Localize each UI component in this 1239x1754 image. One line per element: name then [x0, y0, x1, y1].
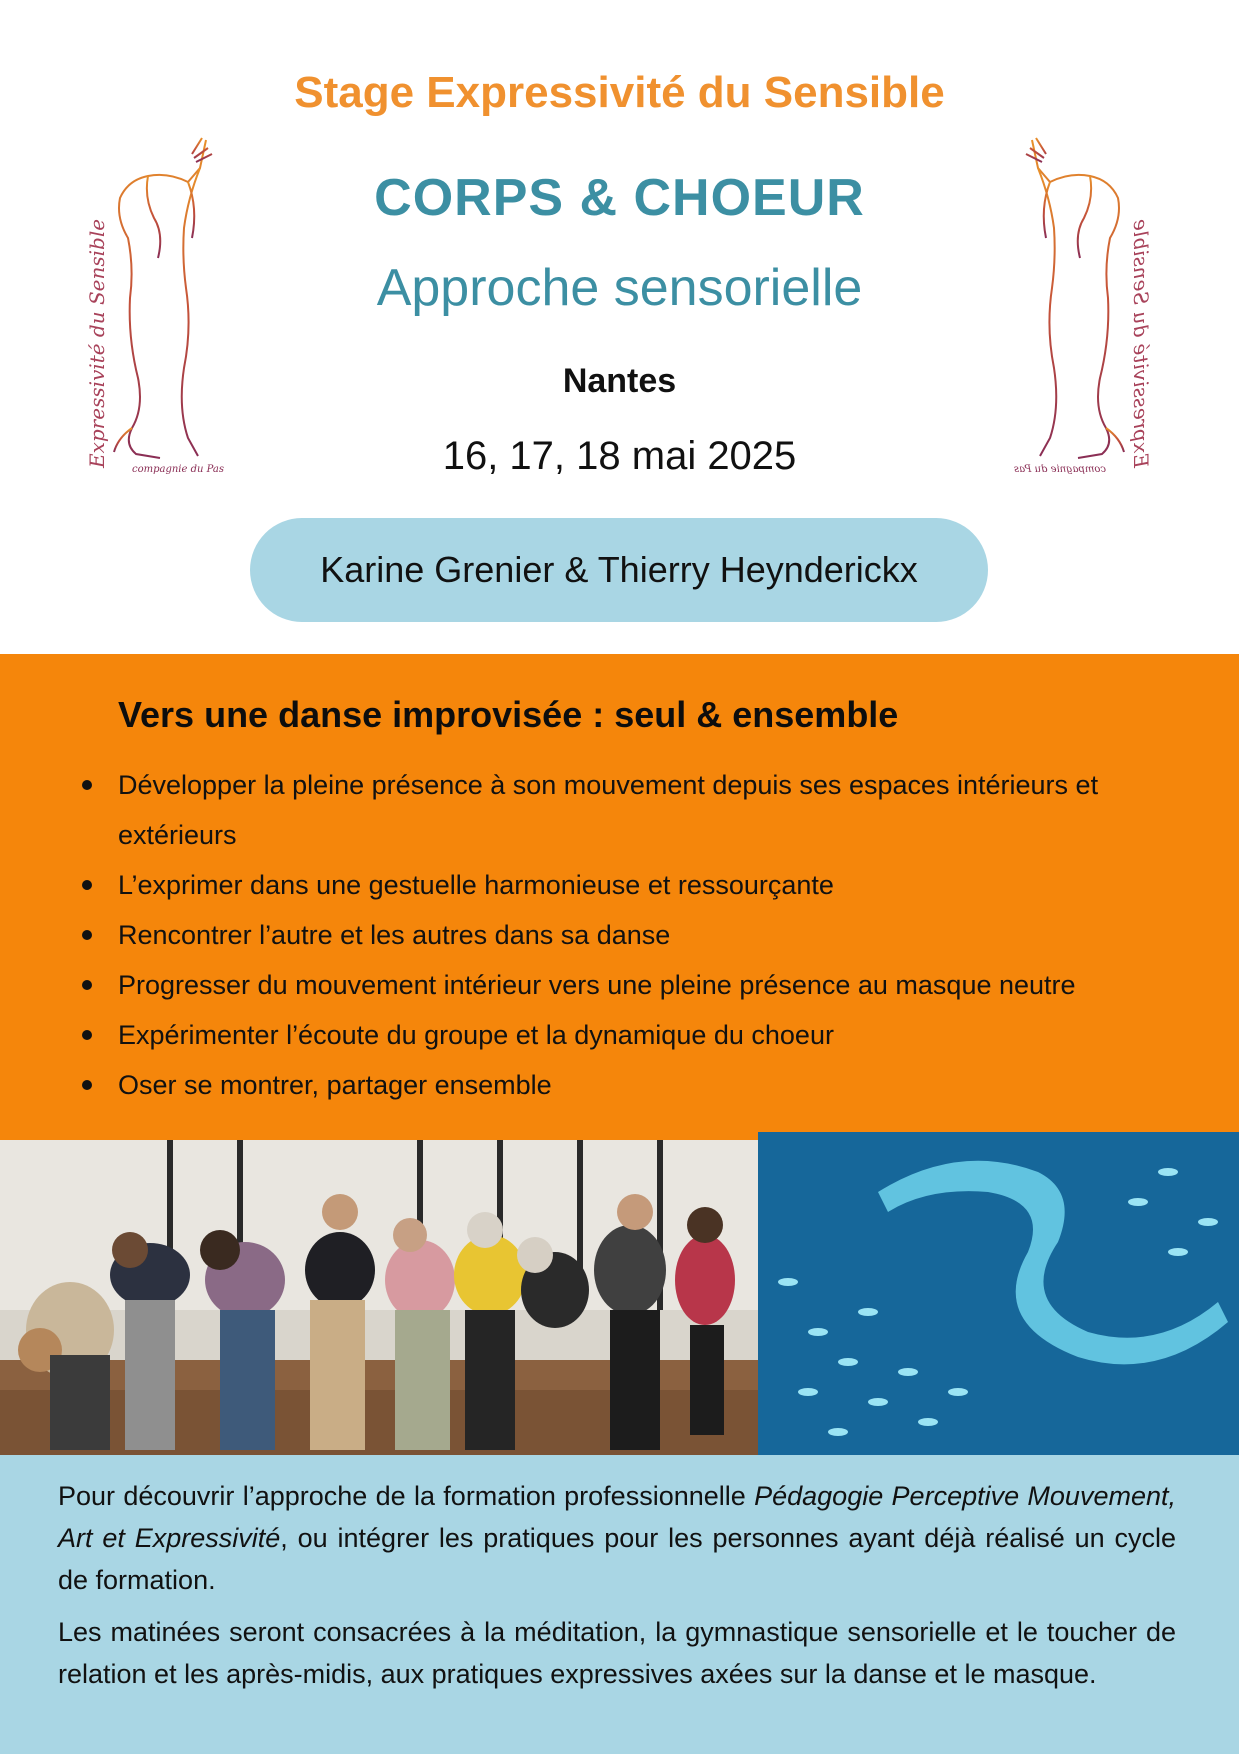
svg-text:compagnie du Pas: compagnie du Pas	[132, 464, 224, 475]
section-heading: Vers une danse improvisée : seul & ensemble	[118, 694, 899, 735]
description-paragraph-2: Les matinées seront consacrées à la méditation, la gymnastique sensorielle et le toucher de relation et les après-midis, aux pratiques expressives axées sur la danse et le masque.	[58, 1617, 1176, 1689]
svg-text:compagnie du Pas: compagnie du Pas	[1014, 464, 1106, 475]
bullet-icon	[82, 930, 92, 940]
description-paragraph-1: Pour découvrir l’approche de la formation professionnelle Pédagogie Perceptive Mouvement, Art et Expressivité, ou intégrer les pratiques pour les personnes ayant déjà réalisé un cycle de formation.	[58, 1481, 1176, 1595]
stage-title: Stage Expressivité du Sensible	[294, 68, 945, 117]
presenters-badge	[250, 518, 988, 622]
objectives-section	[0, 654, 1239, 1140]
event-dates: 16, 17, 18 mai 2025	[442, 434, 797, 478]
list-item: Progresser du mouvement intérieur vers une pleine présence au masque neutre	[118, 960, 1198, 1010]
bullet-icon	[82, 880, 92, 890]
dancers-group-photo	[0, 1140, 760, 1455]
description-section	[0, 1455, 1239, 1754]
presenters-names: Karine Grenier & Thierry Heynderickx	[320, 549, 918, 590]
city: Nantes	[562, 362, 677, 400]
logo-text-right: Expressivité du Sensible	[1129, 218, 1153, 468]
objectives-list	[118, 760, 1198, 1110]
bullet-icon	[82, 780, 92, 790]
list-item: Développer la pleine présence à son mouvement depuis ses espaces intérieurs et extérieurs	[118, 760, 1198, 860]
main-title: CORPS & CHOEUR	[374, 169, 865, 227]
list-item: L’exprimer dans une gestuelle harmonieuse et ressourçante	[118, 860, 1198, 910]
bullet-icon	[82, 980, 92, 990]
subtitle: Approche sensorielle	[376, 259, 863, 317]
list-item: Expérimenter l’écoute du groupe et la dynamique du choeur	[118, 1010, 1198, 1060]
bullet-icon	[82, 1030, 92, 1040]
bullet-icon	[82, 1080, 92, 1090]
fish-school-image	[758, 1132, 1239, 1455]
logo-text-left: Expressivité du Sensible	[85, 218, 109, 468]
list-item: Rencontrer l’autre et les autres dans sa danse	[118, 910, 1198, 960]
list-item: Oser se montrer, partager ensemble	[118, 1060, 1198, 1110]
